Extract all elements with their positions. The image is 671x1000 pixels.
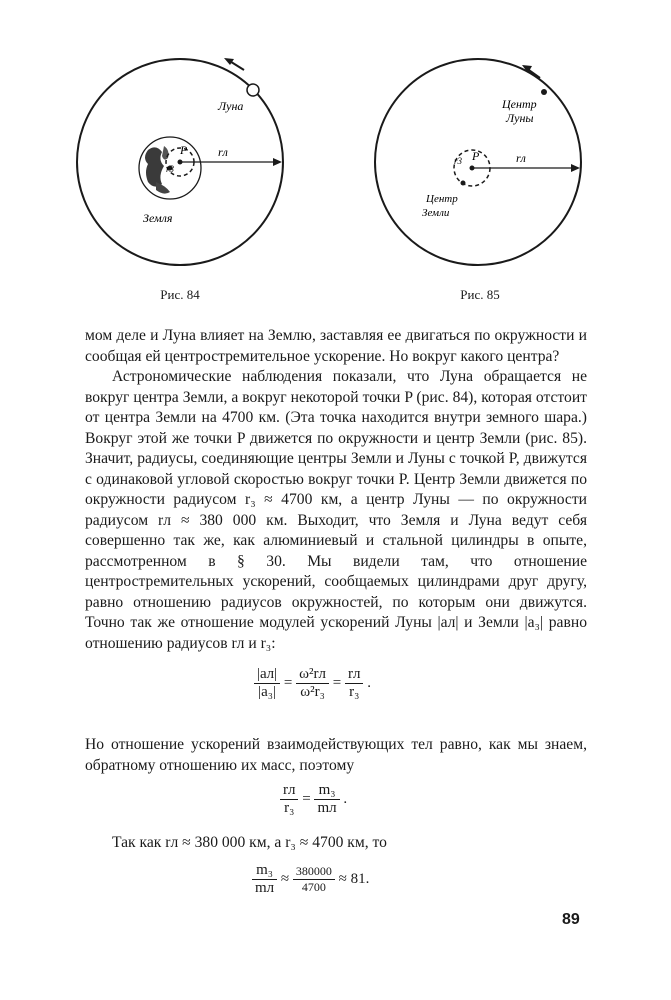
f3-result: 81. [350, 870, 370, 887]
figure-85 [366, 50, 596, 275]
f3-approx2: ≈ [338, 870, 347, 887]
f3-num1: m₃ [252, 862, 277, 880]
f1-num2: ω²rл [296, 666, 329, 684]
figure-84 [68, 50, 298, 275]
paragraph-2: Астрономические наблюдения показали, что Луна обращается не вокруг центра Земли, а вокруг некоторой точки P (рис. 84), которая отстоит от центра Земли на 4700 км. (Эта точка находится внутри земного шара.) Вокруг этой же точки P движется по окружности и центр Земли (рис. 85). Значит, радиусы, соединяющие центры Земли и Луны с точкой P, движутся с одинаковой угловой скоростью вокруг точки P. Центр Земли движется по окружности радиусом r₃ ≈ 4700 км, а центр Луны — по окружности радиусом rл ≈ 380 000 км. Выходит, что Земля и Луна ведут себя совершенно так же, как алюминиевый и стальной цилиндры в опыте, рассмотренном в § 30. Мы видели там, что отношение центростремительных ускорений, сообщаемых цилиндрами друг другу, равно отношению радиусов окружностей, по которым они движутся. Точно так же отношение модулей ускорений Луны |aл| и Земли |a₃| равно отношению радиусов rл и r₃: [85, 368, 587, 652]
f1-num3: rл [345, 666, 363, 684]
text-block-2 [85, 735, 587, 776]
f2-den1: r₃ [284, 800, 295, 816]
fig85-earth-center-label-1: Центр [426, 193, 458, 205]
f1-eq2: = [332, 674, 342, 691]
f1-den2: ω²r₃ [300, 684, 325, 700]
f2-num2: m₃ [314, 782, 339, 800]
fig84-earth-label: Земля [143, 211, 173, 225]
f2-num1: rл [280, 782, 298, 800]
f1-num1: |aл| [254, 666, 280, 684]
fig84-r-moon-label: rл [218, 145, 228, 159]
fig85-r-earth-label: r3 [454, 156, 463, 166]
fig85-earth-center-label-2: Земли [422, 207, 450, 219]
formula-mass-result [252, 862, 369, 897]
text-block-1 [85, 326, 587, 654]
fig85-moon-center-label-2: Луны [506, 111, 534, 125]
fig85-moon-center-label-1: Центр [502, 97, 537, 111]
f1-end: . [367, 674, 371, 691]
fig85-caption: Рис. 85 [460, 287, 500, 302]
f3-den1: mл [255, 880, 275, 896]
text-block-3 [85, 833, 587, 854]
fig84-r-earth-label: r3 [166, 164, 175, 174]
f2-end: . [343, 790, 348, 807]
f2-eq: = [302, 790, 311, 807]
fig84-moon-label: Луна [218, 99, 244, 113]
paragraph-3: Но отношение ускорений взаимодействующих тел равно, как мы знаем, обратному отношению их масс, поэтому [85, 736, 587, 774]
f1-den3: r₃ [349, 684, 360, 700]
fig84-caption: Рис. 84 [160, 287, 200, 302]
f2-den2: mл [317, 800, 337, 816]
formula-acceleration-ratio [254, 666, 371, 701]
f3-num2: 380000 [293, 864, 335, 880]
fig84-point-label: P [180, 143, 188, 157]
fig85-point-label: P [472, 149, 480, 163]
paragraph-4: Так как rл ≈ 380 000 км, а r₃ ≈ 4700 км, то [112, 834, 387, 851]
formula-mass-ratio [280, 782, 347, 817]
f1-den1: |a₃| [258, 684, 277, 700]
page-number: 89 [562, 911, 580, 928]
fig85-r-moon-label: rл [516, 151, 526, 165]
f3-approx1: ≈ [280, 870, 290, 887]
paragraph-1: мом деле и Луна влияет на Землю, заставляя ее двигаться по окружности и сообщая ей центростремительное ускорение. Но вокруг какого центра? [85, 327, 587, 365]
f3-den2: 4700 [301, 880, 326, 894]
f1-eq1: = [283, 674, 293, 691]
